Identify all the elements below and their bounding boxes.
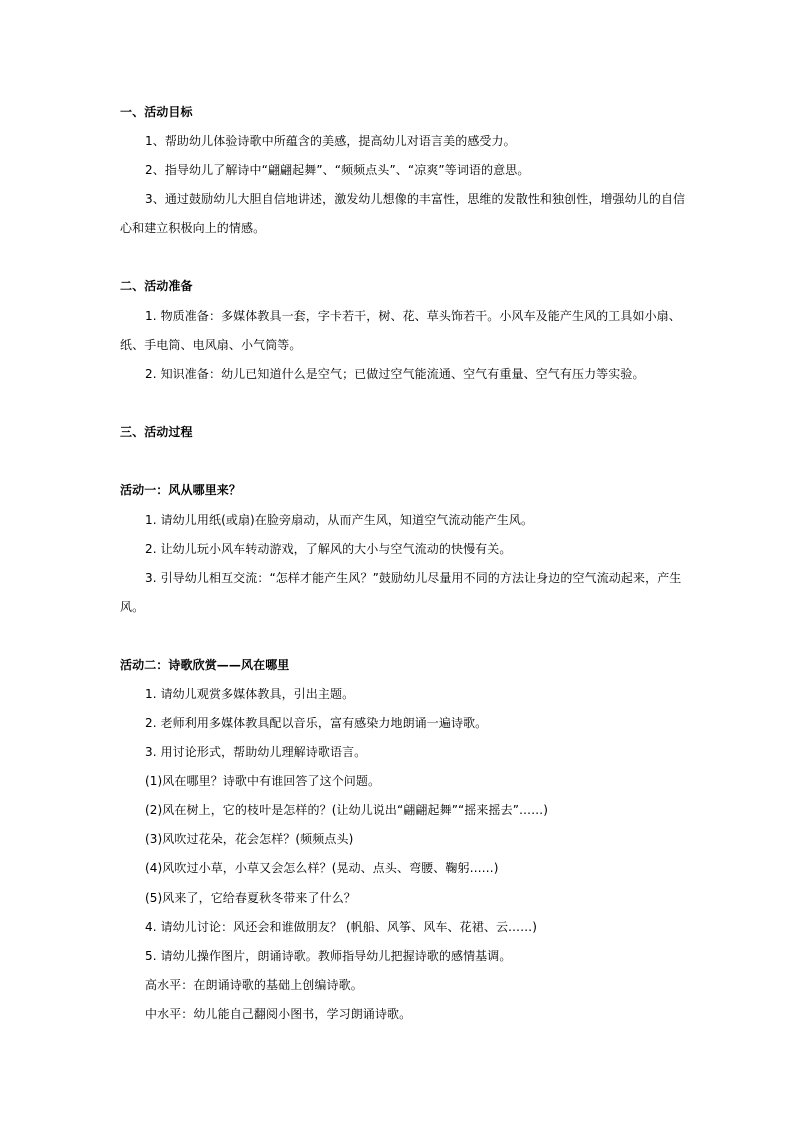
activity-2-level-high: 高水平：在朗诵诗歌的基础上创编诗歌。 [145,978,363,992]
activity-2-item-4: 4. 请幼儿讨论：风还会和谁做朋友？ (帆船、风筝、风车、花裙、云……) [145,920,538,934]
activity-2-level-middle: 中水平：幼儿能自己翻阅小图书，学习朗诵诗歌。 [145,1007,412,1021]
activity-1-heading: 活动一：风从哪里来？ [120,483,242,497]
activity-2-question-4: (4)风吹过小草，小草又会怎么样？(晃动、点头、弯腰、鞠躬……) [145,861,499,875]
section-heading-preparation: 二、活动准备 [120,279,193,293]
activity-2-question-5: (5)风来了，它给春夏秋冬带来了什么？ [145,891,356,905]
activity-2-heading: 活动二：诗歌欣赏——风在哪里 [120,658,290,672]
activity-1-item-3: 3. 引导幼儿相互交流：“怎样才能产生风？”鼓励幼儿尽量用不同的方法让身边的空气流动起来，产生 [145,571,682,585]
activity-2-item-2: 2. 老师利用多媒体教具配以音乐，富有感染力地朗诵一遍诗歌。 [145,716,488,730]
activity-1-item-3-continued: 风。 [120,600,145,614]
activity-1-item-1: 1. 请幼儿用纸(或扇)在脸旁扇动，从而产生风，知道空气流动能产生风。 [145,513,534,527]
section-heading-process: 三、活动过程 [120,425,193,439]
goal-item-3: 3、通过鼓励幼儿大胆自信地讲述，激发幼儿想像的丰富性，思维的发散性和独创性，增强幼儿的自信 [145,192,686,206]
activity-2-question-1: (1)风在哪里？诗歌中有谁回答了这个问题。 [145,774,381,788]
section-heading-goals: 一、活动目标 [120,105,193,119]
prep-item-1-continued: 纸、手电筒、电风扇、小气筒等。 [120,338,302,352]
activity-2-item-3: 3. 用讨论形式，帮助幼儿理解诗歌语言。 [145,745,367,759]
activity-2-question-3: (3)风吹过花朵，花会怎样？(频频点头) [145,832,354,846]
activity-2-item-1: 1. 请幼儿观赏多媒体教具，引出主题。 [145,687,355,701]
activity-2-item-5: 5. 请幼儿操作图片，朗诵诗歌。教师指导幼儿把握诗歌的感情基调。 [145,949,512,963]
goal-item-1: 1、帮助幼儿体验诗歌中所蕴含的美感，提高幼儿对语言美的感受力。 [145,134,516,148]
activity-2-question-2: (2)风在树上，它的枝叶是怎样的？(让幼儿说出“翩翩起舞”“摇来摇去”……) [145,803,549,817]
prep-item-1: 1. 物质准备：多媒体教具一套，字卡若干，树、花、草头饰若干。小风车及能产生风的工具如小扇、 [145,309,681,323]
goal-item-3-continued: 心和建立积极向上的情感。 [120,221,266,235]
goal-item-2: 2、指导幼儿了解诗中“翩翩起舞”、“频频点头”、“凉爽”等词语的意思。 [145,163,530,177]
prep-item-2: 2. 知识准备：幼儿已知道什么是空气；已做过空气能流通、空气有重量、空气有压力等实验。 [145,367,645,381]
activity-1-item-2: 2. 让幼儿玩小风车转动游戏，了解风的大小与空气流动的快慢有关。 [145,542,512,556]
